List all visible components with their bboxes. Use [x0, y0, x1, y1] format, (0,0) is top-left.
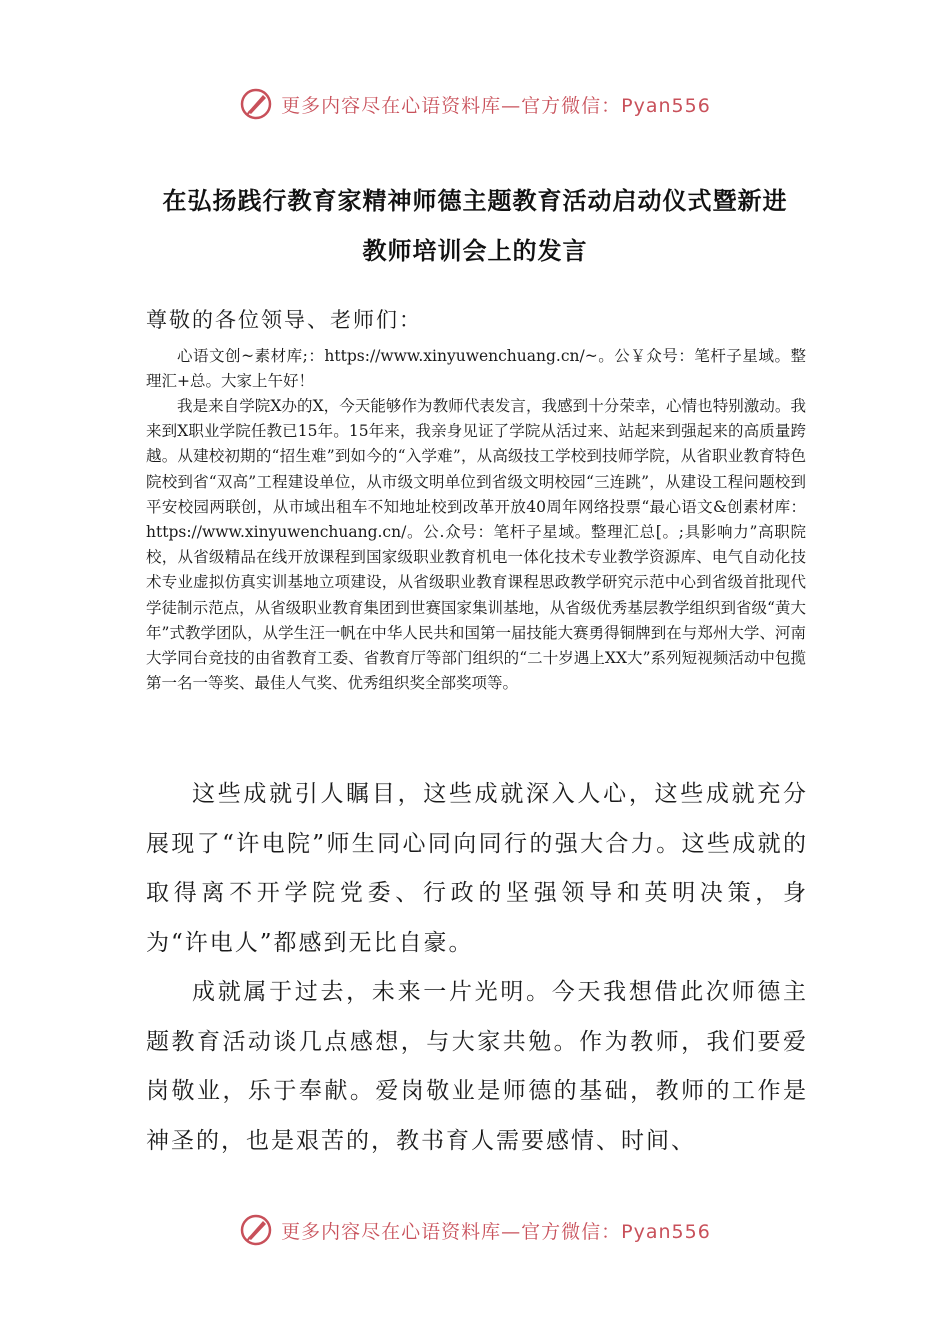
- title-line-2: 教师培训会上的发言: [362, 237, 588, 265]
- watermark-banner-bottom: [0, 1210, 950, 1250]
- document-title: [140, 176, 810, 276]
- paragraph-2: 我是来自学院X办的X，今天能够作为教师代表发言，我感到十分荣幸，心情也特别激动。我来到X职业学院任教已15年。15年来，我亲身见证了学院从活过来、站起来到强起来的高质量跨越。从建校初期的“招生难”到如今的“入学难”，从高级技工学校到技师学院，从省职业教育特色院校到省“双高”工程建设单位，从市级文明单位到省级文明校园“三连跳”，从建设工程问题校到平安校园两联创，从市域出租车不知地址校到改革开放40周年网络投票“最心语文&创素材库：https://www.xinyuwenchuang.cn/。公.众号：笔杆子星域。整理汇总[。;具影响力”高职院校，从省级精品在线开放课程到国家级职业教育机电一体化技术专业教学资源库、电气自动化技术专业虚拟仿真实训基地立项建设，从省级职业教育课程思政教学研究示范中心到省级首批现代学徒制示范点，从省级职业教育集团到世赛国家集训基地，从省级优秀基层教学组织到省级“黄大年”式教学团队，从学生汪一帆在中华人民共和国第一届技能大赛勇得铜牌到在与郑州大学、河南大学同台竞技的由省教育工委、省教育厅等部门组织的“二十岁遇上XX大”系列短视频活动中包揽第一名一等奖、最佳人气奖、优秀组织奖全部奖项等。: [146, 397, 806, 693]
- watermark-text: 更多内容尽在心语资料库—官方微信：Pyan556: [281, 1220, 711, 1243]
- quill-logo-icon: [239, 87, 273, 121]
- greeting: 尊敬的各位领导、老师们：: [146, 308, 422, 332]
- title-line-1: 在弘扬践行教育家精神师德主题教育活动启动仪式暨新进: [162, 187, 788, 215]
- quill-logo-icon: [239, 1213, 273, 1247]
- paragraph-4: 成就属于过去，未来一片光明。今天我想借此次师德主题教育活动谈几点感想，与大家共勉。作为教师，我们要爱岗敬业，乐于奉献。爱岗敬业是师德的基础，教师的工作是神圣的，也是艰苦的，教书育人需要感情、时间、: [146, 979, 808, 1154]
- paragraph-3: 这些成就引人瞩目，这些成就深入人心，这些成就充分展现了“许电院”师生同心同向同行的强大合力。这些成就的取得离不开学院党委、行政的坚强领导和英明决策，身为“许电人”都感到无比自豪。: [146, 781, 808, 956]
- watermark-text: 更多内容尽在心语资料库—官方微信：Pyan556: [281, 94, 711, 117]
- paragraph-1: 心语文创~素材库;：https://www.xinyuwenchuang.cn/~。公￥众号：笔杆子星域。整理汇+总。大家上午好！: [146, 347, 806, 391]
- watermark-banner-top: [0, 84, 950, 124]
